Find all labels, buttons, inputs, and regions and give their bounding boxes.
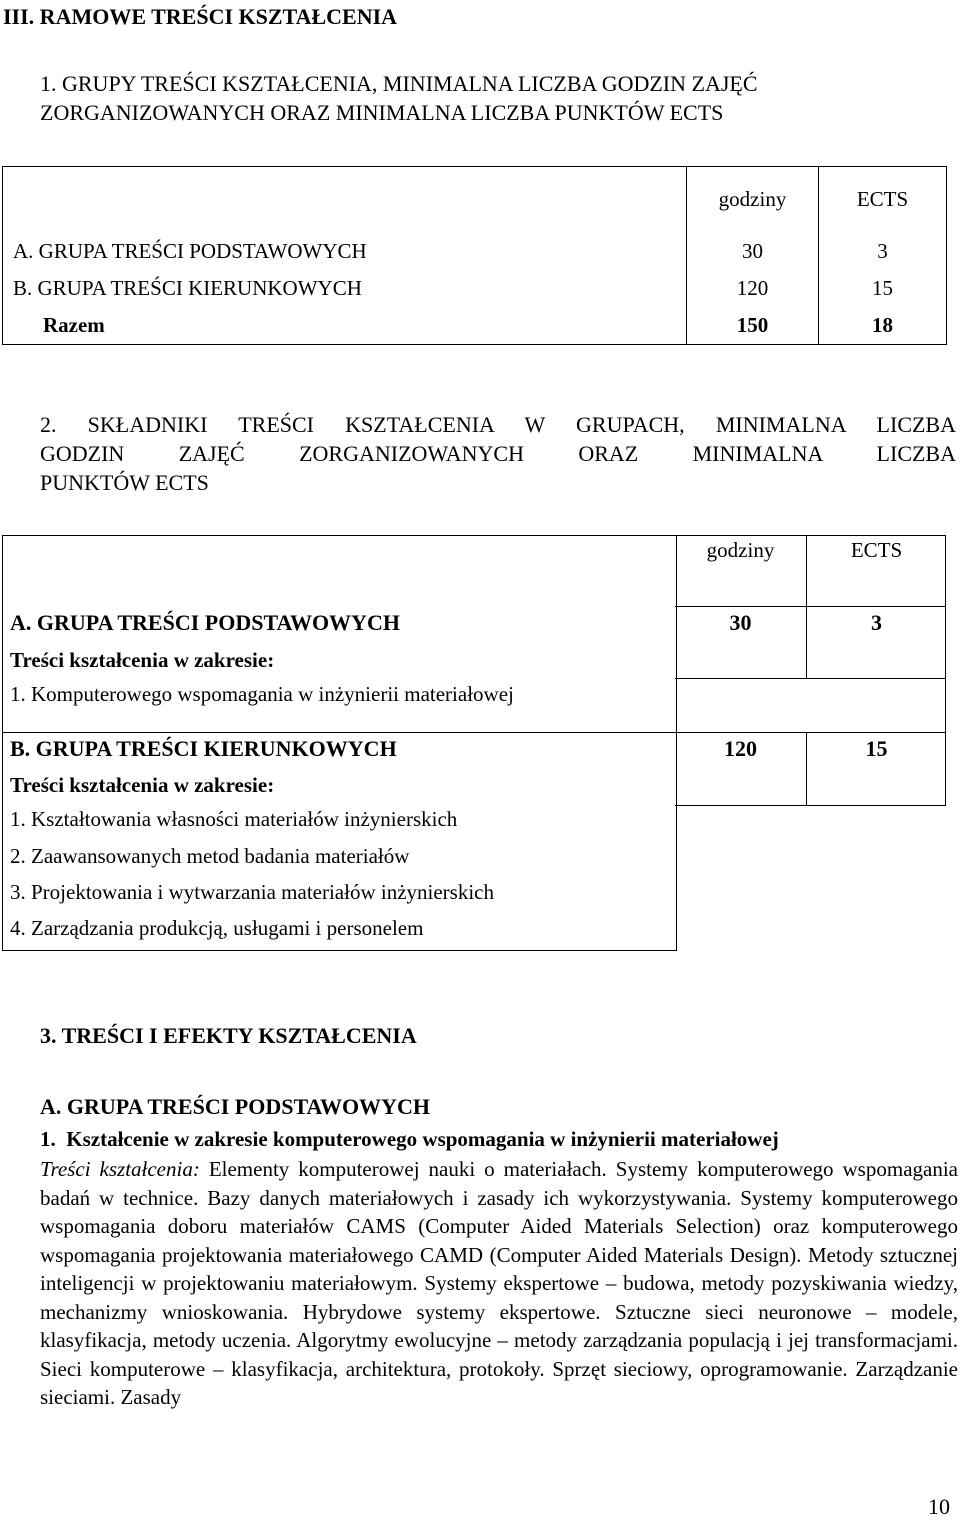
s3-item-title: Kształcenie w zakresie komputerowego wspomagania w inżynierii materiałowej (66, 1127, 779, 1151)
s1-row-b-ects: 15 (819, 271, 947, 307)
table-row (3, 233, 947, 271)
s2-heading-line2: GODZIN ZAJĘĆ ZORGANIZOWANYCH ORAZ MINIMALNA LICZBA (40, 441, 956, 466)
s1-col-hours: godziny (687, 167, 819, 233)
s3-content-label: Treści kształcenia: (40, 1157, 200, 1181)
s2-group-divider (2, 732, 675, 733)
s2-group-b-title: B. GRUPA TREŚCI KIERUNKOWYCH (10, 736, 397, 761)
s2-group-a-subtitle: Treści kształcenia w zakresie: (10, 648, 275, 672)
s1-row-a-hours: 30 (687, 233, 819, 271)
s1-total-hours: 150 (687, 307, 819, 345)
s2-col-hours: godziny (706, 538, 775, 562)
s1-col-ects: ECTS (819, 167, 947, 233)
s1-row-a-label: A. GRUPA TREŚCI PODSTAWOWYCH (3, 233, 687, 271)
s2-group-a-ects: 3 (871, 610, 882, 635)
page-number: 10 (928, 1494, 950, 1519)
s1-total-row (3, 307, 947, 345)
s2-group-b-item-3: 3. Projektowania i wytwarzania materiałów inżynierskich (10, 880, 495, 904)
s3-item-heading (40, 1126, 779, 1153)
s2-group-b-item-4: 4. Zarządzania produkcją, usługami i personelem (10, 916, 424, 940)
table-row (3, 271, 947, 307)
s2-group-b-item-1: 1. Kształtowania własności materiałów inżynierskich (10, 807, 458, 831)
s3-item-number: 1. (40, 1127, 56, 1151)
s2-group-b-subtitle: Treści kształcenia w zakresie: (10, 773, 275, 797)
s3-heading: 3. TREŚCI I EFEKTY KSZTAŁCENIA (40, 1023, 417, 1048)
s1-row-b-label: B. GRUPA TREŚCI KIERUNKOWYCH (3, 271, 687, 307)
s2-group-a-ects-bottom2 (807, 678, 945, 679)
s3-content-paragraph (40, 1155, 958, 1412)
s1-row-b-hours: 120 (687, 271, 819, 307)
s1-total-label: Razem (3, 307, 687, 345)
s2-group-a-title: A. GRUPA TREŚCI PODSTAWOWYCH (10, 610, 400, 635)
s2-group-b-hours: 120 (724, 736, 757, 761)
s2-heading-line1: 2. SKŁADNIKI TREŚCI KSZTAŁCENIA W GRUPACH, MINIMALNA LICZBA (40, 412, 956, 437)
s2-heading-line3: PUNKTÓW ECTS (40, 470, 209, 495)
s3-content-text: Elementy komputerowej nauki o materiałach. Systemy komputerowego wspomagania badań w technice. Bazy danych materiałowych i zasady ich wykorzystywania. Systemy komputerowego wspomagania doboru materiałów CAMS (Computer Aided Materials Selection) oraz komputerowego wspomagania projektowania materiałowego CAMD (Computer Aided Materials Design). Metody sztucznej inteligencji w projektowaniu materiałowym. Systemy ekspertowe – budowa, metody pozyskiwania wiedzy, mechanizmy wnioskowania. Hybrydowe systemy ekspertowe. Sztuczne sieci neuronowe – modele, klasyfikacja, metody uczenia. Algorytmy ewolucyjne – metody zarządzania populacją i jej transformacjami. Sieci komputerowe – klasyfikacja, architektura, protokoły. Sprzęt sieciowy, oprogramowanie. Zarządzanie sieciami. Zasady (40, 1157, 958, 1409)
s1-heading-line2: ZORGANIZOWANYCH ORAZ MINIMALNA LICZBA PUNKTÓW ECTS (40, 100, 724, 125)
s2-group-a-hours: 30 (729, 610, 752, 635)
s2-group-b-ects: 15 (865, 736, 888, 761)
s2-group-b-item-2: 2. Zaawansowanych metod badania materiałów (10, 844, 410, 868)
s2-col-ects: ECTS (850, 538, 903, 562)
s1-table-header-row (3, 167, 947, 233)
s2-group-a-ects-bottom (675, 678, 807, 679)
s1-row-a-ects: 3 (819, 233, 947, 271)
section-title: III. RAMOWE TREŚCI KSZTAŁCENIA (3, 4, 398, 29)
s2-group-a-item-1: 1. Komputerowego wspomagania w inżynierii materiałowej (10, 682, 514, 706)
s1-total-ects: 18 (819, 307, 947, 345)
s1-heading-line1: 1. GRUPY TREŚCI KSZTAŁCENIA, MINIMALNA LICZBA GODZIN ZAJĘĆ (40, 71, 758, 96)
s3-group-heading: A. GRUPA TREŚCI PODSTAWOWYCH (40, 1094, 430, 1119)
s1-table (2, 166, 947, 345)
